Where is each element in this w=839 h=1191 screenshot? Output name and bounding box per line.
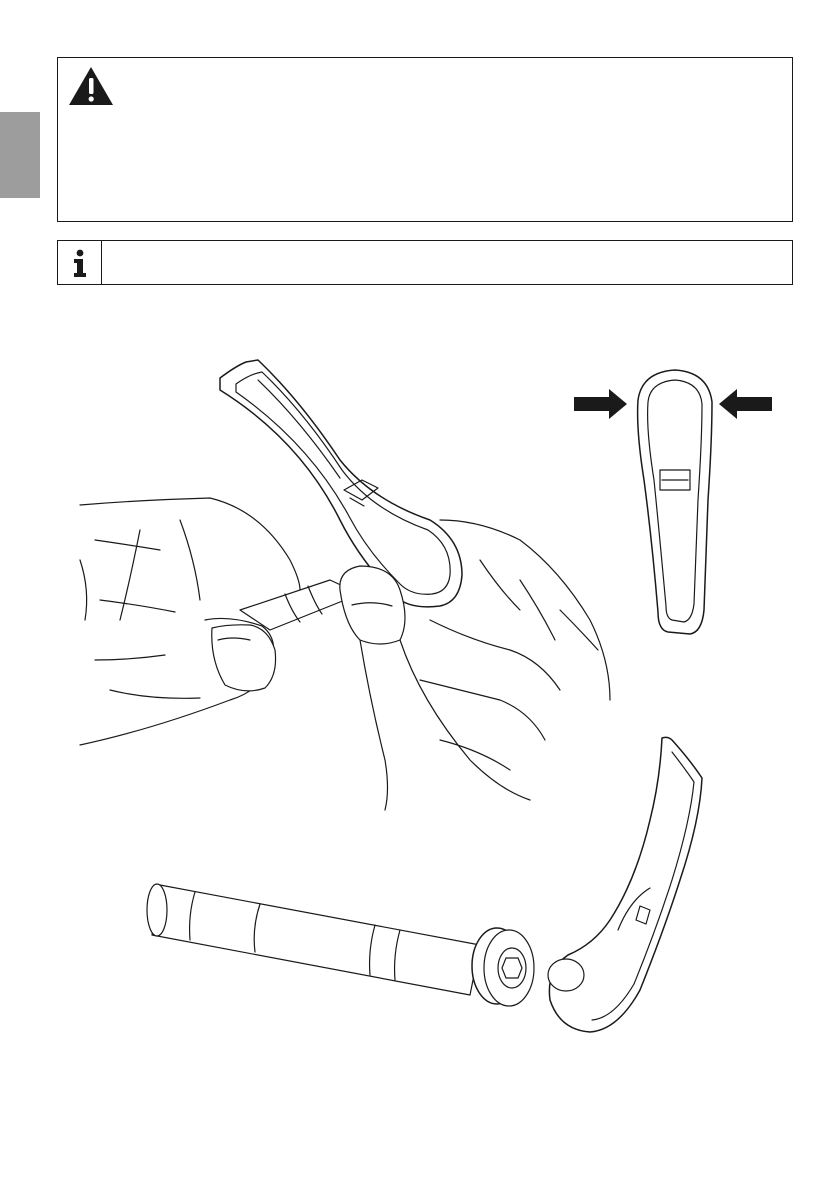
warning-triangle-icon xyxy=(66,64,116,108)
press-arrow-left-icon xyxy=(719,389,772,419)
axle-and-lever-figure xyxy=(147,737,702,1032)
lever-squeeze-figure xyxy=(574,370,772,634)
section-tab xyxy=(0,112,40,198)
info-box xyxy=(57,240,793,285)
warning-box xyxy=(57,57,793,222)
assembly-illustration xyxy=(0,300,839,1060)
press-arrow-right-icon xyxy=(574,389,627,419)
hand-removing-lever-figure xyxy=(80,360,610,810)
info-icon-cell xyxy=(58,241,102,284)
info-icon xyxy=(68,247,92,279)
